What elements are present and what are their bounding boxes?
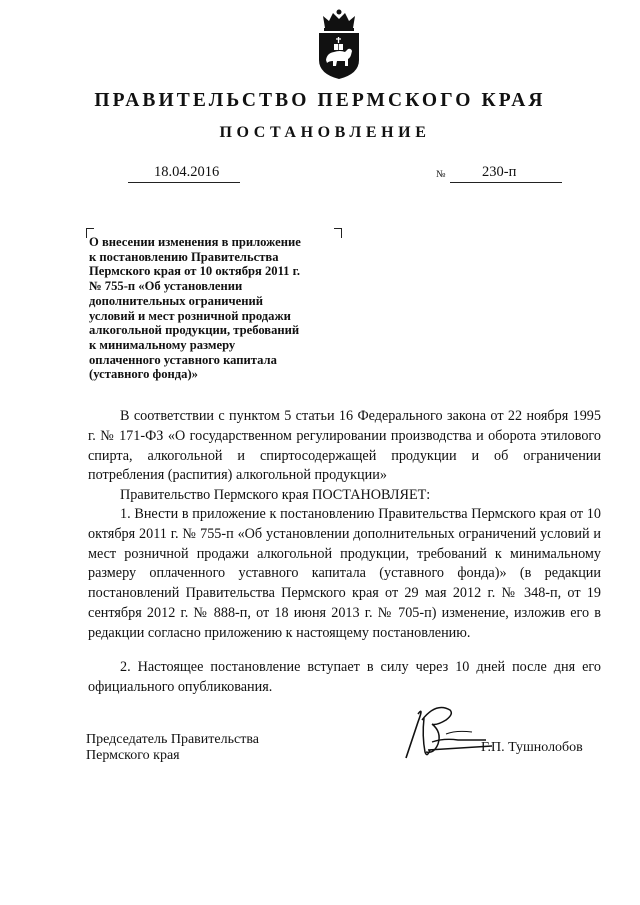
- intro-paragraph: [88, 407, 601, 486]
- subject-line: оплаченного уставного капитала: [89, 352, 277, 367]
- signatory-title-line: Председатель Правительства: [86, 732, 259, 747]
- subject-line: алкогольной продукции, требований: [89, 323, 300, 338]
- subject-line: О внесении изменения в приложение: [89, 235, 301, 249]
- decree-text: Правительство Пермского края ПОСТАНОВЛЯЕТ:: [120, 487, 431, 503]
- signatory-name: Г.П. Тушнолобов: [481, 740, 583, 755]
- number-sign: №: [436, 169, 446, 180]
- decree-number: 230-п: [482, 164, 517, 180]
- subject-line: Пермского края от 10 октября 2011 г.: [89, 264, 301, 279]
- decree-subject: [89, 235, 349, 382]
- item-1-paragraph: [88, 505, 601, 644]
- signatory-title: [86, 732, 259, 763]
- signatory-title-line: Пермского края: [86, 747, 180, 763]
- subject-line: к постановлению Правительства: [89, 249, 279, 264]
- document-type-title: ПОСТАНОВЛЕНИЕ: [219, 124, 431, 141]
- number-underline: [450, 182, 562, 183]
- subject-line: (уставного фонда)»: [89, 367, 198, 382]
- subject-line: № 755-п «Об установлении: [89, 279, 243, 294]
- government-title: ПРАВИТЕЛЬСТВО ПЕРМСКОГО КРАЯ: [94, 90, 546, 111]
- decree-date: 18.04.2016: [154, 164, 220, 180]
- decree-paragraph: [88, 486, 601, 506]
- decree-date-field: [128, 163, 240, 185]
- subject-line: условий и мест розничной продажи: [89, 308, 291, 323]
- subject-line: дополнительных ограничений: [89, 293, 263, 308]
- date-underline: [128, 182, 240, 183]
- decree-number-field: [436, 163, 562, 185]
- intro-text: В соответствии с пунктом 5 статьи 16 Федерального закона от 22 ноября 1995 г. № 171-ФЗ «О государственном регулировании производства и оборота этилового спирта, алкогольной и спиртосодержащей продукции и об ограничении потребления (распития) алкогольной продукции»: [88, 408, 601, 484]
- coat-of-arms-icon: [314, 8, 364, 80]
- item-1-text: 1. Внести в приложение к постановлению Правительства Пермского края от 10 октября 2011 г. № 755-п «Об установлении дополнительных ограничений условий и мест розничной продажи алкогольной продукции, требований к минимальному размеру оплаченного уставного капитала (уставного фонда)» (в редакции постановлений Правительства Пермского края от 29 мая 2012 г. № 348-п, от 19 сентября 2012 г. № 888-п, от 18 июня 2013 г. № 705-п) изменение, изложив его в редакции согласно приложению к настоящему постановлению.: [88, 506, 601, 641]
- item-2-text: 2. Настоящее постановление вступает в силу через 10 дней после дня его официального опубликования.: [88, 659, 601, 695]
- item-2-paragraph: [88, 658, 601, 698]
- subject-line: к минимальному размеру: [89, 337, 236, 352]
